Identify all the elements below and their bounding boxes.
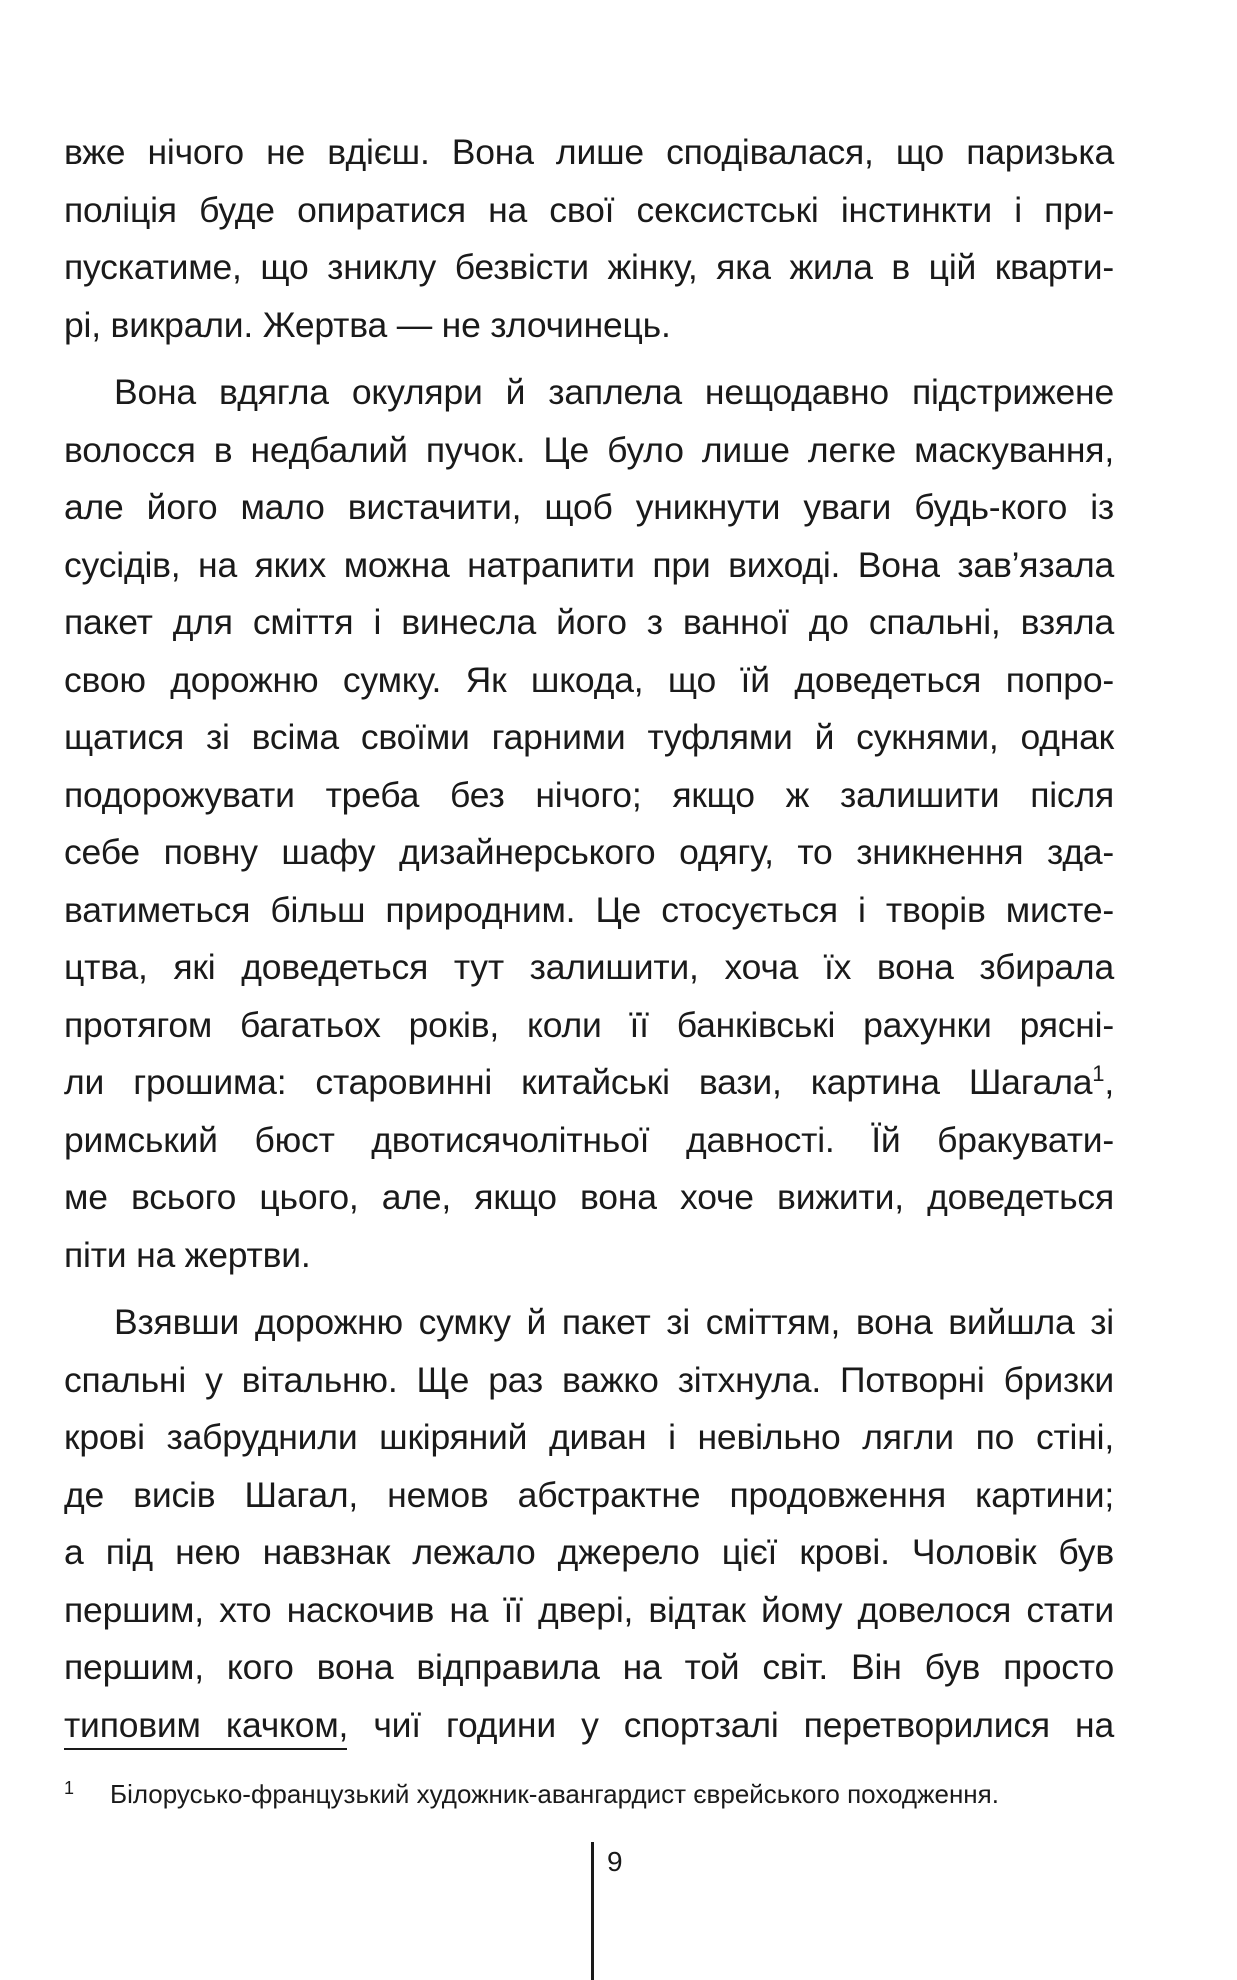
footnote-reference: 1 — [1092, 1061, 1105, 1087]
text-line: волосся в недбалий пучок. Це було лише легке маскування, — [64, 429, 1114, 470]
text-line: Взявши дорожню сумку й пакет зі сміттям, вона вийшла зі — [114, 1302, 1114, 1342]
text-line: вже нічого не вдієш. Вона лише сподівалася, що паризька — [64, 132, 1114, 172]
text-line: пускатиме, що зниклу безвісти жінку, яка жила в цій кварти- — [64, 247, 1114, 287]
text-line: ватиметься більш природним. Це стосується і творів мисте- — [64, 889, 1114, 930]
text-line: а під нею навзнак лежало джерело цієї крові. Чоловік був — [64, 1532, 1114, 1572]
text-line: але його мало вистачити, щоб уникнути уваги будь-кого із — [64, 487, 1114, 527]
text-line: поліція буде опиратися на свої сексистські інстинкти і при- — [64, 189, 1114, 230]
text-line: піти на жертви. — [64, 1234, 311, 1275]
footnote-marker: 1 — [64, 1778, 75, 1798]
text-line: щатися зі всіма своїми гарними туфлями й сукнями, однак — [64, 717, 1114, 757]
text-line: протягом багатьох років, коли її банківські рахунки рясні- — [64, 1004, 1114, 1045]
text-line: свою дорожню сумку. Як шкода, що їй доведеться попро- — [64, 659, 1114, 700]
page-number: 9 — [607, 1846, 623, 1877]
text-line-with-footnote — [64, 1054, 1114, 1112]
text-line: де висів Шагал, немов абстрактне продовження картини; — [64, 1474, 1114, 1515]
text-line: рі, викрали. Жертва — не злочинець. — [64, 304, 671, 345]
page-body — [64, 124, 1114, 1764]
text-line: цтва, які доведеться тут залишити, хоча їх вона збирала — [64, 947, 1114, 987]
text-line: типовим качком, чиї години у спортзалі перетворилися на — [64, 1704, 1114, 1745]
paragraph-2 — [64, 364, 1114, 1284]
text-segment-trailing: , — [1104, 1062, 1114, 1102]
text-line: спальні у вітальню. Ще раз важко зітхнула. Потворні бризки — [64, 1359, 1114, 1400]
text-line: першим, хто наскочив на її двері, відтак йому довелося стати — [64, 1589, 1114, 1630]
text-line: сусідів, на яких можна натрапити при виході. Вона зав’язала — [64, 544, 1114, 585]
text-line: ме всього цього, але, якщо вона хоче вижити, доведеться — [64, 1177, 1114, 1217]
text-line: подорожувати треба без нічого; якщо ж залишити після — [64, 774, 1114, 815]
footnote-divider — [64, 1748, 347, 1750]
footnote — [64, 1776, 1124, 1812]
text-line: себе повну шафу дизайнерського одягу, то зникнення зда- — [64, 832, 1114, 872]
text-line: Вона вдягла окуляри й заплела нещодавно підстрижене — [114, 372, 1114, 412]
page-number-rule — [591, 1842, 594, 1980]
text-line: римський бюст двотисячолітньої давності. Їй бракувати- — [64, 1119, 1114, 1160]
paragraph-3 — [64, 1294, 1114, 1754]
text-line: пакет для сміття і винесла його з ванної до спальні, взяла — [64, 602, 1114, 642]
text-segment: ли грошима: старовинні китайські вази, картина Шагала — [64, 1062, 1093, 1102]
text-line: першим, кого вона відправила на той світ. Він був просто — [64, 1647, 1114, 1687]
paragraph-1 — [64, 124, 1114, 354]
text-line: крові забруднили шкіряний диван і невільно лягли по стіні, — [64, 1417, 1114, 1457]
footnote-text: Білорусько-французький художник-авангардист єврейського походження. — [110, 1779, 999, 1809]
